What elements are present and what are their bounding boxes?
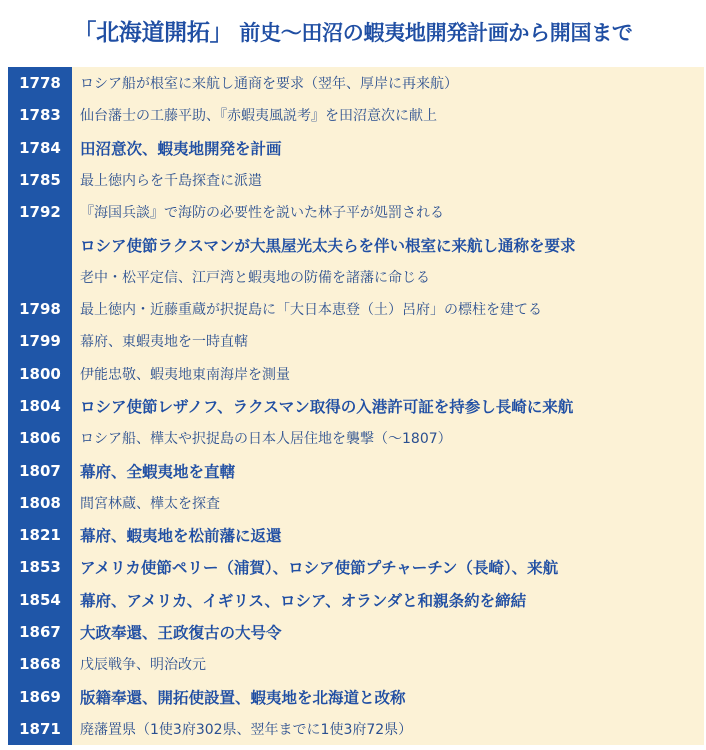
- row-year: 1868: [19, 655, 61, 674]
- row-event: ロシア船、樺太や択捉島の日本人居住地を襲撃（〜1807）: [80, 431, 452, 448]
- row-year: 1821: [19, 526, 61, 545]
- row-year: 1808: [19, 493, 61, 512]
- timeline-row: [8, 454, 704, 486]
- timeline-row: [8, 358, 704, 390]
- row-event: 廃藩置県（1使3府302県、翌年までに1使3府72県）: [80, 721, 413, 738]
- timeline-row: [8, 487, 704, 519]
- timeline-row: [8, 422, 704, 454]
- row-year: 1798: [19, 300, 61, 319]
- row-year: 1806: [19, 429, 61, 448]
- row-event: 最上徳内・近藤重蔵が択捉島に「大日本恵登（土）呂府」の標柱を建てる: [80, 302, 542, 319]
- timeline-row: [8, 196, 704, 228]
- title-sub: 前史〜田沼の蝦夷地開発計画から開国まで: [239, 21, 633, 45]
- timeline-row: [8, 325, 704, 357]
- timeline-row: [8, 648, 704, 680]
- row-event: 幕府、アメリカ、イギリス、ロシア、オランダと和親条約を締結: [80, 591, 527, 610]
- row-event: 幕府、蝦夷地を松前藩に返還: [80, 527, 282, 546]
- timeline-row: [8, 616, 704, 648]
- row-year: 1785: [19, 170, 61, 189]
- row-year: 1799: [19, 332, 61, 351]
- row-event: 田沼意次、蝦夷地開発を計画: [80, 139, 282, 158]
- timeline-row: [8, 164, 704, 196]
- timeline-row: [8, 390, 704, 422]
- timeline-table: [8, 67, 704, 745]
- timeline-row: [8, 584, 704, 616]
- row-event: 仙台藩士の工藤平助、『赤蝦夷風説考』を田沼意次に献上: [80, 108, 437, 125]
- row-event: ロシア使節レザノフ、ラクスマン取得の入港許可証を持参し長崎に来航: [80, 397, 574, 416]
- row-event: 間宮林蔵、樺太を探査: [80, 495, 220, 512]
- timeline-row: [8, 67, 704, 99]
- row-event: 戊辰戦争、明治改元: [80, 657, 206, 674]
- timeline-row: [8, 132, 704, 164]
- timeline-row: [8, 228, 704, 260]
- row-event: 大政奉還、王政復古の大号令: [80, 623, 282, 642]
- row-year: 1869: [19, 687, 61, 706]
- page-title: [0, 14, 706, 47]
- row-event: 伊能忠敬、蝦夷地東南海岸を測量: [80, 366, 290, 383]
- title-main: 「北海道開拓」: [73, 20, 233, 46]
- row-year: 1853: [19, 558, 61, 577]
- row-event: アメリカ使節ペリー（浦賀）、ロシア使節プチャーチン（長崎）、来航: [80, 559, 559, 578]
- row-event: 老中・松平定信、江戸湾と蝦夷地の防備を諸藩に命じる: [80, 269, 430, 286]
- row-year: 1871: [19, 719, 61, 738]
- row-year: 1784: [19, 138, 61, 157]
- timeline-row: [8, 680, 704, 712]
- row-year: 1867: [19, 622, 61, 641]
- row-year: 1783: [19, 106, 61, 125]
- row-event: ロシア船が根室に来航し通商を要求（翌年、厚岸に再来航）: [80, 76, 458, 93]
- row-year: 1800: [19, 364, 61, 383]
- timeline-row: [8, 293, 704, 325]
- timeline-row: [8, 99, 704, 131]
- timeline-row: [8, 713, 704, 745]
- timeline-row: [8, 261, 704, 293]
- row-year: 1804: [19, 396, 61, 415]
- row-year: 1792: [19, 203, 61, 222]
- row-event: 幕府、全蝦夷地を直轄: [80, 462, 236, 481]
- row-event: 幕府、東蝦夷地を一時直轄: [80, 334, 248, 351]
- timeline-row: [8, 519, 704, 551]
- row-year: 1854: [19, 590, 61, 609]
- row-year: 1807: [19, 461, 61, 480]
- row-event: 最上徳内らを千島探査に派遣: [80, 172, 262, 189]
- row-event: ロシア使節ラクスマンが大黒屋光太夫らを伴い根室に来航し通称を要求: [80, 236, 576, 255]
- row-year: 1778: [19, 74, 61, 93]
- row-event: 『海国兵談』で海防の必要性を説いた林子平が処罰される: [80, 205, 444, 222]
- timeline-row: [8, 551, 704, 583]
- row-event: 版籍奉還、開拓使設置、蝦夷地を北海道と改称: [80, 688, 406, 707]
